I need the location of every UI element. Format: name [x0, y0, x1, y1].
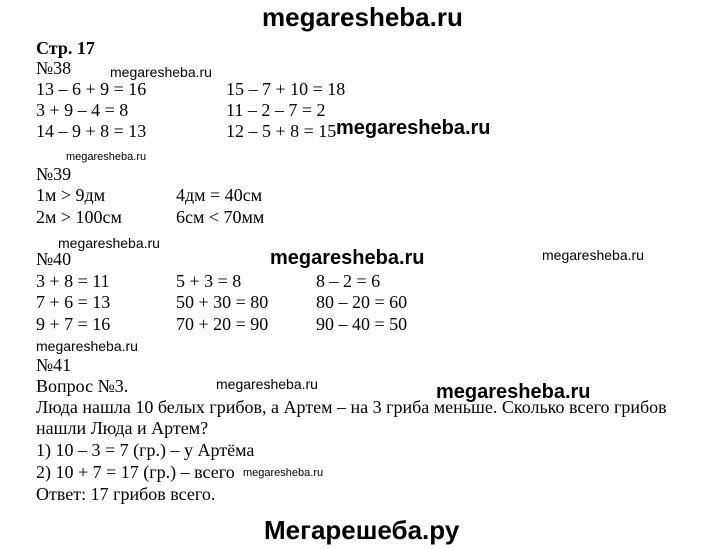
watermark-40-big: megaresheba.ru	[270, 247, 425, 269]
watermark-40-right: megaresheba.ru	[542, 247, 644, 263]
task-41-answer: Ответ: 17 грибов всего.	[36, 484, 216, 504]
task-40-eq-3: 9 + 7 = 16	[36, 314, 111, 334]
task-41-step-1: 1) 10 – 3 = 7 (гр.) – у Артёма	[36, 440, 255, 460]
task-38-eq-6: 12 – 5 + 8 = 15	[226, 121, 337, 141]
page-label: Стр. 17	[36, 38, 95, 58]
watermark-38-big: megaresheba.ru	[336, 117, 491, 139]
task-40-eq-2: 7 + 6 = 13	[36, 292, 111, 312]
task-40-eq-7: 8 – 2 = 6	[316, 271, 381, 291]
task-41-problem-line-2: нашли Люда и Артем?	[36, 418, 209, 438]
task-40-eq-5: 50 + 30 = 80	[176, 292, 269, 312]
task-40-eq-9: 90 – 40 = 50	[316, 314, 408, 334]
task-38-eq-2: 3 + 9 – 4 = 8	[36, 100, 129, 120]
task-38-number: №38	[36, 58, 72, 78]
watermark-40-left: megaresheba.ru	[58, 235, 160, 251]
task-40-number: №40	[36, 249, 72, 269]
task-40-eq-4: 5 + 3 = 8	[176, 271, 242, 291]
header-watermark: megaresheba.ru	[262, 2, 463, 32]
watermark-41-small: megaresheba.ru	[243, 467, 324, 479]
task-38-eq-4: 15 – 7 + 10 = 18	[226, 79, 346, 99]
watermark-41-big: megaresheba.ru	[436, 381, 591, 403]
task-41-step-2: 2) 10 + 7 = 17 (гр.) – всего	[36, 462, 235, 482]
task-40-eq-8: 80 – 20 = 60	[316, 292, 408, 312]
footer-watermark: Мегарешеба.ру	[264, 515, 460, 545]
task-38-eq-1: 13 – 6 + 9 = 16	[36, 79, 147, 99]
watermark-41-center: megaresheba.ru	[216, 376, 318, 392]
task-40-eq-1: 3 + 8 = 11	[36, 271, 110, 291]
task-39-cmp-4: 6см < 70мм	[176, 207, 265, 227]
task-41-problem-line-1: Люда нашла 10 белых грибов, а Артем – на 3 гриба меньше. Сколько всего грибов	[36, 397, 667, 417]
task-38-eq-5: 11 – 2 – 7 = 2	[226, 100, 326, 120]
task-39-number: №39	[36, 164, 72, 184]
task-38-eq-3: 14 – 9 + 8 = 13	[36, 121, 147, 141]
task-40-eq-6: 70 + 20 = 90	[176, 314, 269, 334]
watermark-38-mid: megaresheba.ru	[110, 64, 212, 80]
task-41-question: Вопрос №3.	[36, 376, 129, 396]
task-41-number: №41	[36, 355, 72, 375]
task-39-cmp-3: 4дм = 40см	[176, 185, 263, 205]
watermark-41-left: megaresheba.ru	[36, 338, 138, 354]
watermark-39-small: megaresheba.ru	[66, 151, 147, 163]
task-39-cmp-2: 2м > 100см	[36, 207, 122, 227]
task-39-cmp-1: 1м > 9дм	[36, 185, 106, 205]
